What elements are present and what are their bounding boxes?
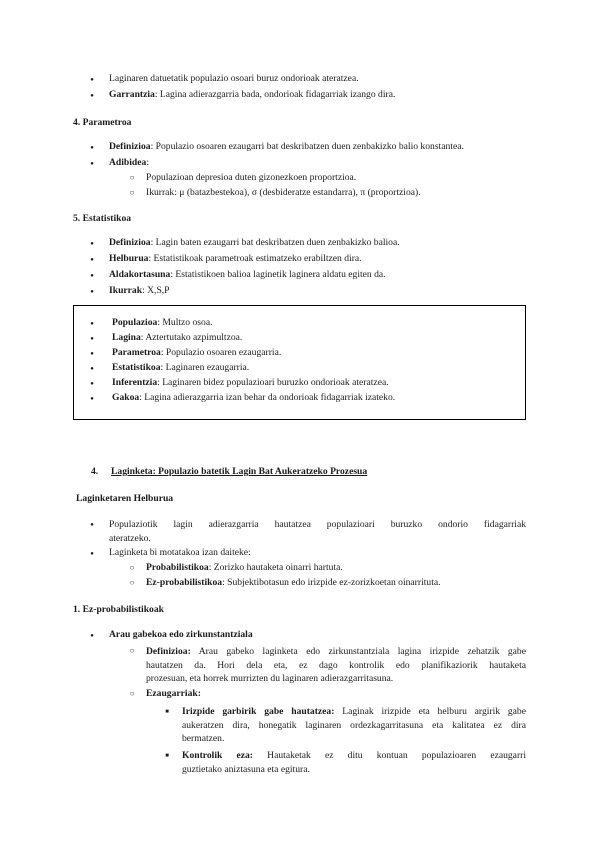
bullet-icon <box>87 347 97 360</box>
bullet-icon <box>87 317 97 330</box>
list-item-title: Arau gabekoa edo zirkunstantziala <box>109 629 253 640</box>
list-item-term: Definizioa <box>109 237 151 248</box>
paragraph-line: hautatzen da. Hori dela eta, ez dago kontrolik edo planifikaziorik hautaketa <box>146 659 526 671</box>
paragraph-line: aukeratzen dira, honegatik laginaren ordezkagarritasuna eta kalitatea ez dira <box>182 719 526 731</box>
characteristic-paragraph <box>182 749 526 776</box>
bullet-icon <box>87 89 97 102</box>
bullet-icon <box>87 253 97 266</box>
list-item: Laginketa bi motatakoa izan daiteke: <box>109 547 251 558</box>
list-item <box>112 317 212 329</box>
list-item <box>112 362 249 374</box>
bullet-icon <box>87 73 97 86</box>
list-item-text: : <box>146 157 149 168</box>
list-item-term: Inferentzia <box>112 377 158 388</box>
bullet-icon <box>87 157 97 170</box>
list-item-term: Ez-probabilistikoa <box>146 577 223 588</box>
bullet-icon <box>87 237 97 250</box>
section-number: 4. <box>91 466 99 477</box>
paragraph <box>109 518 526 545</box>
list-item-text: : X,S,P <box>142 285 170 296</box>
section-heading-laginketa: Laginketa: Populazio batetik Lagin Bat Aukeratzeko Prozesua <box>111 466 368 477</box>
section-heading-ez-probabilistikoak: 1. Ez-probabilistikoak <box>73 604 164 615</box>
list-item-term: Gakoa <box>112 392 140 403</box>
paragraph-line: ateratzeko. <box>109 532 151 544</box>
list-item-term: Populazioa <box>112 317 158 328</box>
characteristic-term: Irizpide garbirik gabe hautatzea: <box>182 706 335 717</box>
sub-list-item <box>146 577 441 589</box>
circle-bullet-icon <box>127 688 137 700</box>
list-item-text: : Populazio osoaren ezaugarri bat deskribatzen duen zenbakizko balio konstantea. <box>150 141 464 152</box>
circle-bullet-icon <box>127 562 137 574</box>
bullet-icon <box>87 547 97 560</box>
list-item-term: Ikurrak <box>109 285 143 296</box>
list-item-text: : Populazio osoaren ezaugarria. <box>160 347 282 358</box>
list-item <box>109 89 395 101</box>
list-item <box>109 73 359 85</box>
section-heading-estatistikoa: 5. Estatistikoa <box>73 213 132 224</box>
list-item-text: : Multzo osoa. <box>157 317 213 328</box>
sub-list-item: Populazioan depresioa duten gizonezkoen proportzioa. <box>146 172 357 183</box>
list-item-text: : Estatistikoak parametroak estimatzeko erabiltzen dira. <box>148 253 362 264</box>
paragraph-line: prozesuan, eta horrek murrizten du laginaren adierazgarritasuna. <box>146 673 394 685</box>
definition-paragraph <box>146 645 526 686</box>
list-item <box>112 392 395 404</box>
circle-bullet-icon <box>127 172 137 184</box>
list-item-text: : Estatistikoen balioa laginetik laginera aldatu egiten da. <box>170 269 386 280</box>
list-item-text: : Zorizko hautaketa oinarri hartuta. <box>208 562 343 573</box>
list-item-text: Laginaren datuetatik populazio osoari buruz ondorioak ateratzea. <box>109 73 359 84</box>
list-item-term: Aldakortasuna <box>109 269 171 280</box>
characteristic-text: Hautaketak ez ditu kontuan populazioaren ezaugarri <box>267 750 527 761</box>
sub-list-item: Ikurrak: μ (batazbestekoa), σ (desbideratze estandarra), π (proportzioa). <box>146 187 421 198</box>
bullet-icon <box>87 141 97 154</box>
list-item-text: : Lagina adierazgarria bada, ondorioak fidagarriak izango dira. <box>154 89 396 100</box>
list-item-text: : Laginaren ezaugarria. <box>160 362 250 373</box>
definition-text: Arau gabeko laginketa edo zirkunstantziala lagina irizpide zehatzik gabe <box>198 646 526 657</box>
paragraph-line <box>182 705 526 719</box>
list-item <box>112 347 281 359</box>
paragraph-line: guztietako aniztasuna eta egitura. <box>182 763 310 775</box>
list-item-term: Probabilistikoa <box>146 562 209 573</box>
list-item-term: Parametroa <box>112 347 161 358</box>
list-item <box>112 332 242 344</box>
list-item-text: : Subjektibotasun edo irizpide ez-zorizkoetan oinarrituta. <box>222 577 441 588</box>
list-item-term: Definizioa <box>109 141 151 152</box>
section-heading-parametroa: 4. Parametroa <box>73 117 132 128</box>
list-item-text: : Aztertutako azpimultzoa. <box>140 332 243 343</box>
paragraph-line: Populaziotik lagin adierazgarria hautatzea populazioari buruzko ondorio fidagarriak <box>109 519 526 530</box>
list-item <box>109 269 386 281</box>
bullet-icon <box>87 629 97 642</box>
bullet-icon <box>87 518 97 531</box>
square-bullet-icon <box>162 705 172 718</box>
list-item <box>109 237 400 249</box>
list-item-term: Helburua <box>109 253 149 264</box>
characteristic-text: Laginak irizpide eta helburu argirik gabe <box>342 706 526 717</box>
circle-bullet-icon <box>127 187 137 199</box>
circle-bullet-icon <box>127 645 137 657</box>
bullet-icon <box>87 269 97 282</box>
list-item <box>109 253 362 265</box>
circle-bullet-icon <box>127 577 137 589</box>
ezaugarriak-label: Ezaugarriak: <box>146 688 201 699</box>
paragraph-line: bermatzen. <box>182 733 225 745</box>
bullet-icon <box>87 362 97 375</box>
bullet-icon <box>87 392 97 405</box>
list-item-term: Adibidea <box>109 157 147 168</box>
paragraph-line <box>182 749 526 763</box>
bullet-icon <box>87 285 97 298</box>
list-item-text: : Lagin baten ezaugarri bat deskribatzen duen zenbakizko balioa. <box>150 237 400 248</box>
sub-list-item <box>146 562 343 574</box>
characteristic-paragraph <box>182 705 526 746</box>
subheading-laginketaren-helburua: Laginketaren Helburua <box>76 493 174 504</box>
bullet-icon <box>87 377 97 390</box>
square-bullet-icon <box>162 749 172 762</box>
list-item-term: Lagina <box>112 332 141 343</box>
list-item <box>109 141 464 153</box>
list-item <box>112 377 389 389</box>
list-item-text: : Laginaren bidez populazioari buruzko ondorioak ateratzea. <box>157 377 389 388</box>
list-item-term: Estatistikoa <box>112 362 161 373</box>
paragraph-line <box>146 645 526 659</box>
list-item-text: : Lagina adierazgarria izan behar da ondorioak fidagarriak izateko. <box>139 392 396 403</box>
characteristic-term: Kontrolik eza: <box>182 750 254 761</box>
bullet-icon <box>87 332 97 345</box>
definition-term: Definizioa: <box>146 646 191 657</box>
list-item-term: Garrantzia <box>109 89 155 100</box>
list-item <box>109 285 170 297</box>
list-item <box>109 157 149 169</box>
